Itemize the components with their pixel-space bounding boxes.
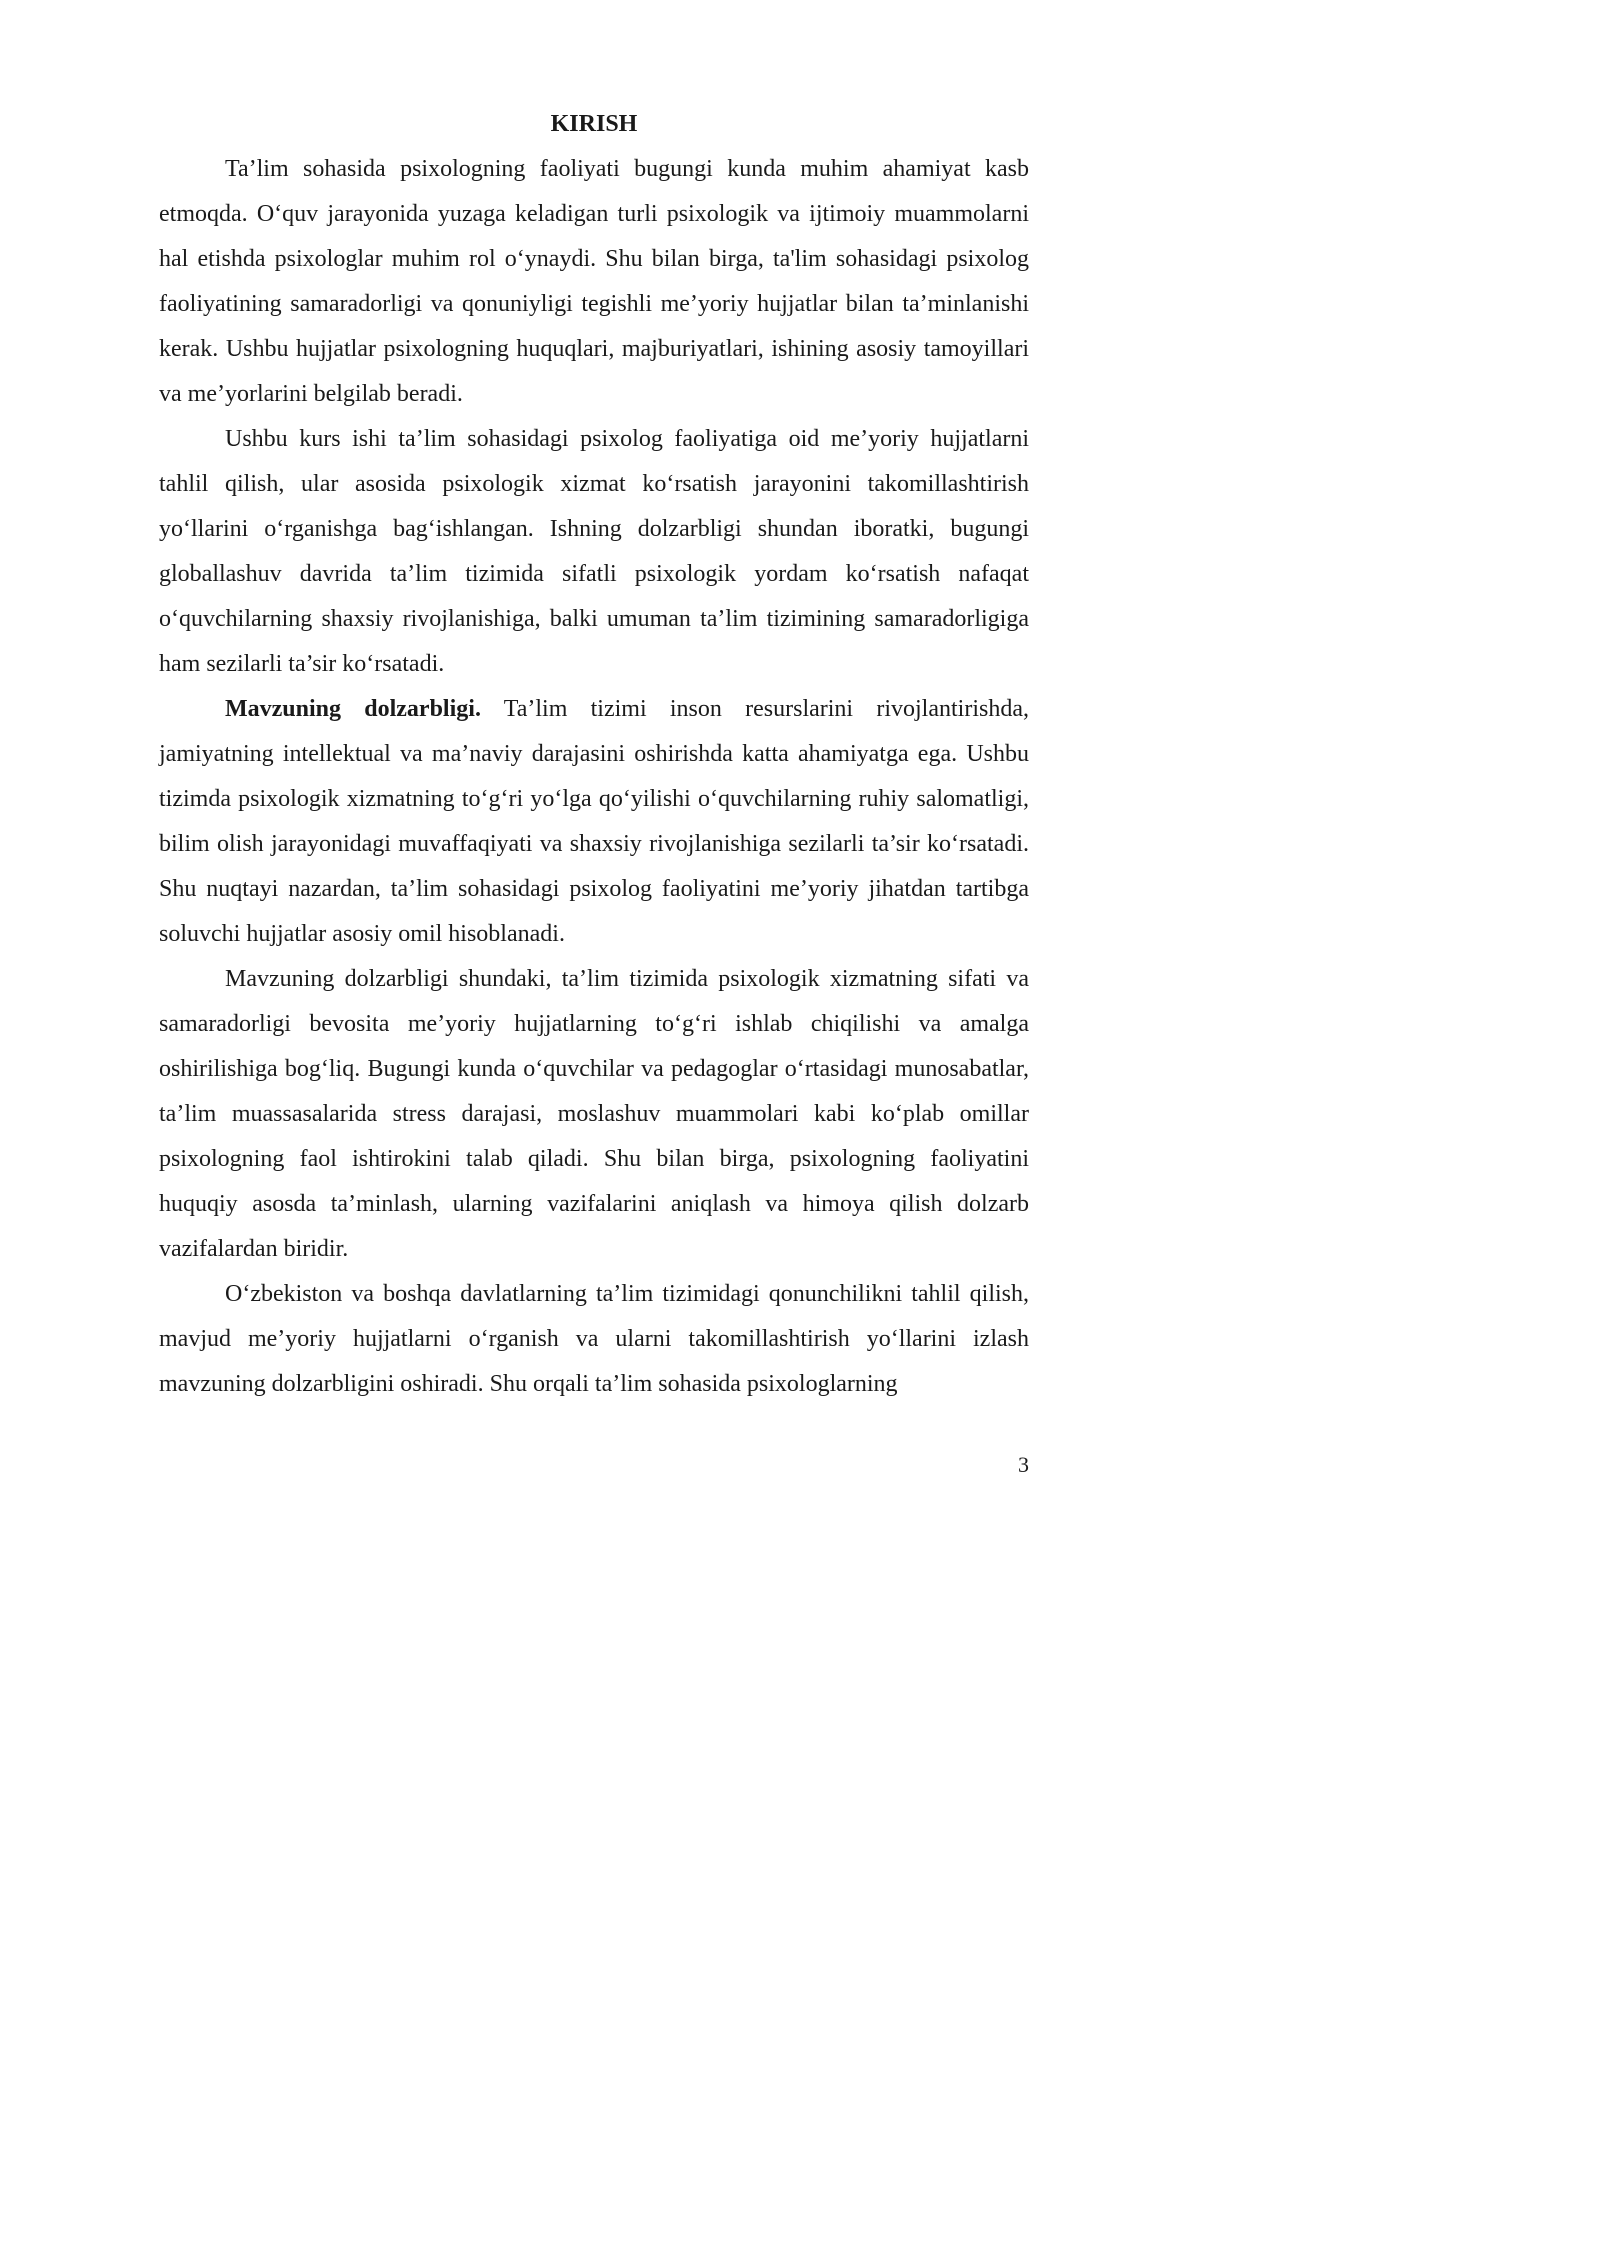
paragraph-text: Ta’lim sohasida psixologning faoliyati bugungi kunda muhim ahamiyat kasb etmoqda. O‘quv jarayonida yuzaga keladigan turli psixologik va ijtimoiy muammolarni hal etishda psixologlar muhim rol o‘ynaydi. Shu bilan birga, ta'lim sohasidagi psixolog faoliyatining samaradorligi va qonuniyligi tegishli me’yoriy hujjatlar bilan ta’minlanishi kerak. Ushbu hujjatlar psixologning huquqlari, majburiyatlari, ishining asosiy tamoyillari va me’yorlarini belgilab beradi. [159, 156, 1029, 407]
paragraph-4 [159, 957, 1029, 1272]
paragraph-1 [159, 147, 1029, 417]
paragraph-text: Mavzuning dolzarbligi shundaki, ta’lim tizimida psixologik xizmatning sifati va samaradorligi bevosita me’yoriy hujjatlarning to‘g‘ri ishlab chiqilishi va amalga oshirilishiga bog‘liq. Bugungi kunda o‘quvchilar va pedagoglar o‘rtasidagi munosabatlar, ta’lim muassasalarida stress darajasi, moslashuv muammolari kabi ko‘plab omillar psixologning faol ishtirokini talab qiladi. Shu bilan birga, psixologning faoliyatini huquqiy asosda ta’minlash, ularning vazifalarini aniqlash va himoya qilish dolzarb vazifalardan biridir. [159, 966, 1029, 1262]
section-title: KIRISH [550, 111, 638, 137]
paragraph-bold-lead: Mavzuning dolzarbligi. [225, 696, 481, 722]
paragraph-text: Ushbu kurs ishi ta’lim sohasidagi psixolog faoliyatiga oid me’yoriy hujjatlarni tahlil qilish, ular asosida psixologik xizmat ko‘rsatish jarayonini takomillashtirish yo‘llarini o‘rganishga bag‘ishlangan. Ishning dolzarbligi shundan iboratki, bugungi globallashuv davrida ta’lim tizimida sifatli psixologik yordam ko‘rsatish nafaqat o‘quvchilarning shaxsiy rivojlanishiga, balki umuman ta’lim tizimining samaradorligiga ham sezilarli ta’sir ko‘rsatadi. [159, 426, 1029, 677]
paragraph-text: Ta’lim tizimi inson resurslarini rivojlantirishda, jamiyatning intellektual va ma’naviy darajasini oshirishda katta ahamiyatga ega. Ushbu tizimda psixologik xizmatning to‘g‘ri yo‘lga qo‘yilishi o‘quvchilarning ruhiy salomatligi, bilim olish jarayonidagi muvaffaqiyati va shaxsiy rivojlanishiga sezilarli ta’sir ko‘rsatadi. Shu nuqtayi nazardan, ta’lim sohasidagi psixolog faoliyatini me’yoriy jihatdan tartibga soluvchi hujjatlar asosiy omil hisoblanadi. [159, 696, 1029, 947]
paragraph-3 [159, 687, 1029, 957]
page-number: 3 [1018, 1452, 1029, 1477]
document-body [159, 102, 1029, 1407]
paragraph-2 [159, 417, 1029, 687]
document-page [0, 0, 1103, 1559]
paragraph-text: O‘zbekiston va boshqa davlatlarning ta’lim tizimidagi qonunchilikni tahlil qilish, mavjud me’yoriy hujjatlarni o‘rganish va ularni takomillashtirish yo‘llarini izlash mavzuning dolzarbligini oshiradi. Shu orqali ta’lim sohasida psixologlarning [159, 1281, 1029, 1397]
paragraph-5 [159, 1272, 1029, 1407]
